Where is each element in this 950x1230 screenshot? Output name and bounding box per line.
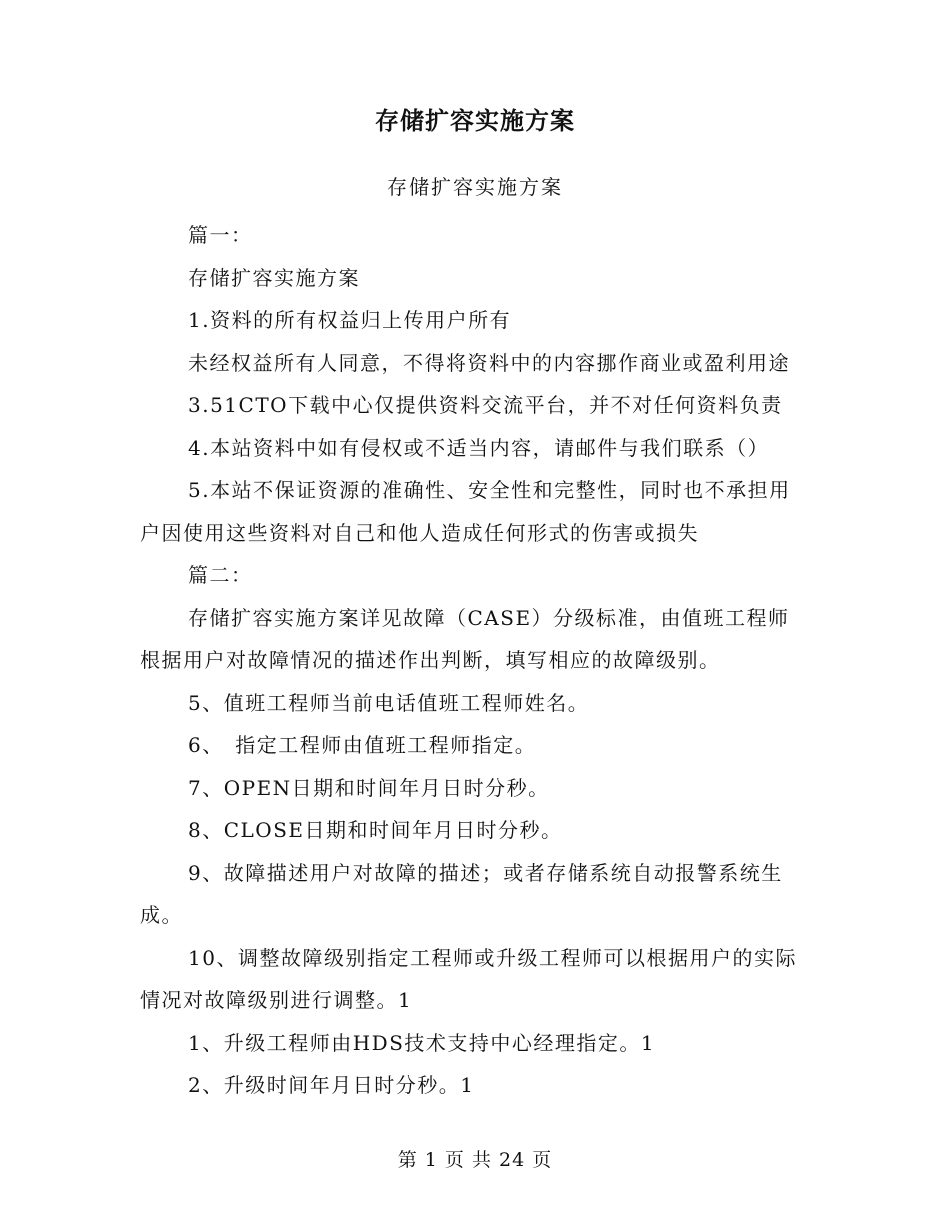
paragraph: 存储扩容实施方案详见故障（CASE）分级标准，由值班工程师根据用户对故障情况的描述作出判断，填写相应的故障级别。 — [140, 605, 790, 672]
paragraph: 2、升级时间年月日时分秒。1 — [188, 1073, 475, 1097]
paragraph: 6、 指定工程师由值班工程师指定。 — [188, 733, 537, 757]
paragraph: 5、值班工程师当前电话值班工程师姓名。 — [188, 690, 590, 715]
document-subtitle: 存储扩容实施方案 — [387, 175, 563, 199]
paragraph: 10、调整故障级别指定工程师或升级工程师可以根据用户的实际情况对故障级别进行调整。1 — [140, 945, 797, 1012]
page-footer: 第 1 页 共 24 页 — [397, 1149, 553, 1171]
paragraph: 9、故障描述用户对故障的描述；或者存储系统自动报警系统生成。 — [140, 860, 783, 927]
paragraph-section-two-heading: 篇二： — [188, 563, 253, 587]
paragraph: 1、升级工程师由HDS技术支持中心经理指定。1 — [188, 1030, 656, 1055]
document-title: 存储扩容实施方案 — [375, 106, 575, 135]
paragraph: 8、CLOSE日期和时间年月日时分秒。 — [188, 818, 563, 842]
paragraph: 未经权益所有人同意，不得将资料中的内容挪作商业或盈利用途 — [188, 350, 790, 375]
paragraph: 存储扩容实施方案 — [188, 265, 360, 290]
paragraph: 4.本站资料中如有侵权或不适当内容，请邮件与我们联系（） — [188, 435, 770, 460]
paragraph: 7、OPEN日期和时间年月日时分秒。 — [188, 775, 550, 800]
paragraph: 5.本站不保证资源的准确性、安全性和完整性，同时也不承担用户因使用这些资料对自己和他人造成任何形式的伤害或损失 — [140, 478, 791, 545]
paragraph-section-one-heading: 篇一： — [188, 223, 253, 247]
paragraph: 1.资料的所有权益归上传用户所有 — [188, 308, 512, 332]
paragraph: 3.51CTO下载中心仅提供资料交流平台，并不对任何资料负责 — [188, 393, 783, 417]
document-body — [140, 214, 800, 1107]
